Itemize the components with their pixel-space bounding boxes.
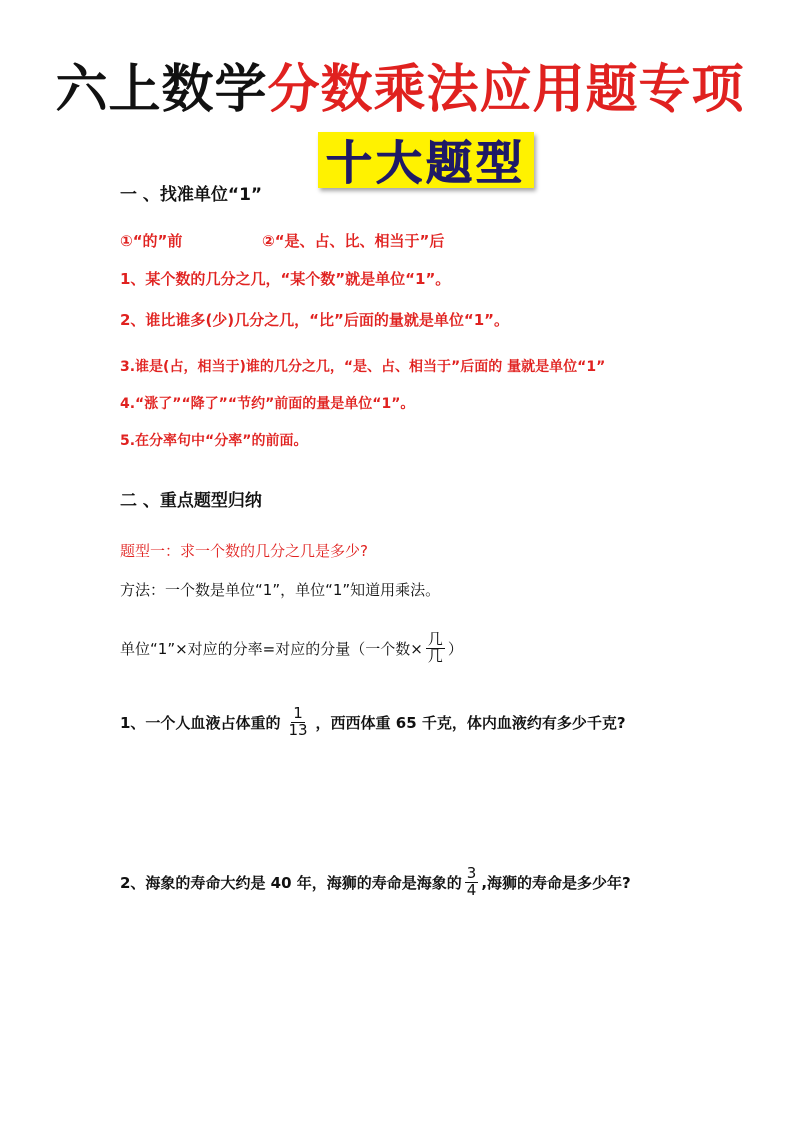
tip-2: ②“是、占、比、相当于”后 [262, 232, 445, 250]
tip-1: ①“的”前 [120, 232, 183, 250]
q2-suffix: ,海狮的寿命是多少年? [481, 873, 631, 892]
question-1 [120, 706, 626, 739]
title-badge [318, 132, 534, 188]
rule-3: 3.谁是(占，相当于)谁的几分之几，“是、占、相当于”后面的 量就是单位“1” [120, 359, 606, 375]
question-2 [120, 866, 631, 899]
q1-prefix: 1、一个人血液占体重的 [120, 713, 281, 732]
q2-denominator: 4 [466, 880, 477, 899]
q1-denominator: 13 [288, 720, 308, 739]
q1-suffix: ，西西体重 65 千克，体内血液约有多少千克? [315, 713, 626, 732]
title-red: 分数乘法应用题专项 [267, 60, 745, 120]
rule-2: 2、谁比谁多(少)几分之几，“比”后面的量就是单位“1”。 [120, 311, 510, 329]
formula-prefix: 单位“1”×对应的分率=对应的分量（一个数× [120, 639, 423, 658]
badge-text: 十大题型 [326, 136, 526, 190]
title-black: 六上数学 [55, 60, 268, 120]
q2-prefix: 2、海象的寿命大约是 40 年，海狮的寿命是海象的 [120, 873, 462, 892]
q1-fraction [286, 706, 309, 739]
formula-fraction [426, 632, 445, 665]
section2-heading: 二 、重点题型归纳 [120, 491, 262, 511]
type1-title: 题型一：求一个数的几分之几是多少? [120, 542, 368, 560]
formula-suffix: ） [447, 639, 463, 658]
method-text: 方法：一个数是单位“1”，单位“1”知道用乘法。 [120, 581, 441, 599]
q2-fraction [465, 866, 479, 899]
page-title [0, 58, 800, 122]
fraction-numerator: 几 [427, 630, 443, 648]
rule-1: 1、某个数的几分之几，“某个数”就是单位“1”。 [120, 270, 451, 288]
fraction-denominator: 几 [427, 646, 443, 665]
formula [120, 632, 463, 665]
rule-4: 4.“涨了”“降了”“节约”前面的量是单位“1”。 [120, 396, 415, 412]
section1-heading: 一 、找准单位“1” [120, 185, 263, 205]
rule-5: 5.在分率句中“分率”的前面。 [120, 433, 308, 449]
q2-numerator: 3 [466, 864, 477, 882]
q1-numerator: 1 [293, 704, 303, 722]
